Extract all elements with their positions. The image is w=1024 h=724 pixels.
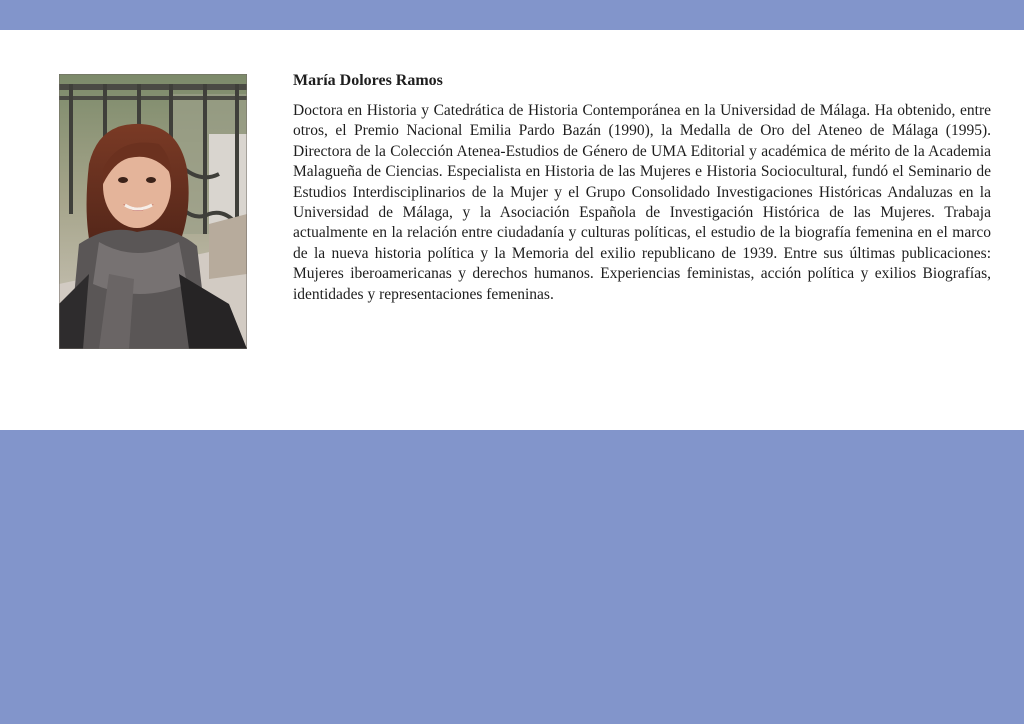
author-bio-text: Doctora en Historia y Catedrática de Historia Contemporánea en la Universidad de Málaga. Ha obtenido, entre otros, el Premio Nacional Emilia Pardo Bazán (1990), la Medalla de Oro del Ateneo de Málaga (1995). Directora de la Colección Atenea-Estudios de Género de UMA Editorial y académica de mérito de la Academia Malagueña de Ciencias. Especialista en Historia de las Mujeres e Historia Sociocultural, fundó el Seminario de Estudios Interdisciplinarios de la Mujer y el Grupo Consolidado Investigaciones Históricas Andaluzas en la Universidad de Málaga, y la Asociación Española de Investigación Histórica de las Mujeres. Trabaja actualmente en la relación entre ciudadanía y culturas políticas, el estudio de la biografía femenina en el marco de la nueva historia política y la Memoria del exilio republicano de 1939. Entre sus últimas publicaciones: Mujeres iberoamericanas y derechos humanos. Experiencias feministas, acción política y exilios Biografías, identidades y representaciones femeninas. [293, 102, 991, 303]
author-photo [59, 74, 247, 349]
author-name: María Dolores Ramos [293, 72, 443, 89]
author-bio [293, 70, 991, 305]
bottom-color-band [0, 430, 1024, 724]
top-color-band [0, 0, 1024, 30]
author-bio-section [0, 30, 1024, 430]
